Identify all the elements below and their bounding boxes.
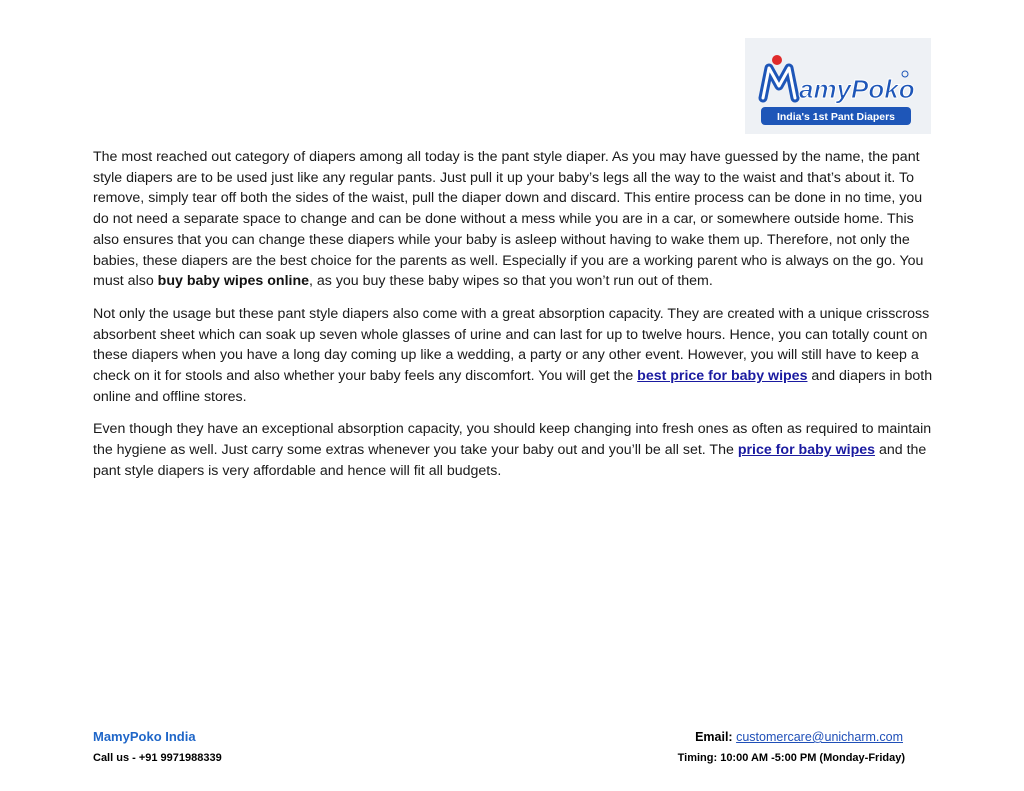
logo-brand-text: amyPoko	[799, 74, 915, 104]
footer-call: Call us - +91 9971988339	[93, 752, 222, 764]
footer-email	[695, 730, 913, 744]
paragraph-1-text-a: The most reached out category of diapers among all today is the pant style diaper. As you may have guessed by the name, the pant style diapers are to be used just like any regular pants. Just pull it up your baby’s legs all the way to the waist and that’s about it. To remove, simply tear off both the sides of the waist, pull the diaper down and discard. This entire process can be done in no time, you do not need a separate space to change and can be done without a mess while you are in a car, or somewhere outside home. This also ensures that you can change these diapers while your baby is asleep without having to wake them up. Therefore, not only the babies, these diapers are the best choice for the parents as well. Especially if you are a working parent who is always on the go. You must also	[93, 149, 924, 290]
email-label: Email:	[695, 730, 733, 744]
paragraph-1-text-b: , as you buy these baby wipes so that you won’t run out of them.	[309, 273, 713, 290]
logo-tagline: India's 1st Pant Diapers	[776, 111, 896, 123]
footer-brand: MamyPoko India	[93, 729, 196, 744]
footer-row-bottom	[93, 752, 913, 764]
paragraph-2	[93, 304, 933, 408]
paragraph-2-text-b: and diapers in both online and offline stores.	[93, 368, 933, 405]
keyword-buy-baby-wipes-online: buy baby wipes online	[157, 273, 310, 290]
paragraph-3-text-b: and the pant style diapers is very affordable and hence will fit all budgets.	[93, 442, 927, 479]
paragraph-1	[93, 147, 933, 292]
paragraph-2-text-a: Not only the usage but these pant style diapers also come with a great absorption capacity. They are created with a unique crisscross absorbent sheet which can soak up seven whole glasses of urine and can last for up to twelve hours. Hence, you can totally count on these diapers when you have a long day coming up like a wedding, a party or any other event. However, you will still have to keep a check on it for stools and also whether your baby feels any discomfort. You will get the	[93, 305, 930, 385]
paragraph-3-text-a: Even though they have an exceptional absorption capacity, you should keep changing into fresh ones as often as required to maintain the hygiene as well. Just carry some extras whenever you take your baby out and you’ll be all set. The	[93, 421, 932, 459]
paragraph-3	[93, 419, 933, 481]
footer-timing: Timing: 10:00 AM -5:00 PM (Monday-Friday)	[677, 752, 905, 764]
link-best-price-for-baby-wipes[interactable]: best price for baby wipes	[637, 368, 808, 385]
mamypoko-logo	[745, 38, 931, 134]
footer-row-top	[93, 729, 913, 744]
email-link[interactable]: customercare@unicharm.com	[736, 730, 903, 744]
link-price-for-baby-wipes[interactable]: price for baby wipes	[737, 442, 876, 459]
article-body	[93, 147, 933, 494]
